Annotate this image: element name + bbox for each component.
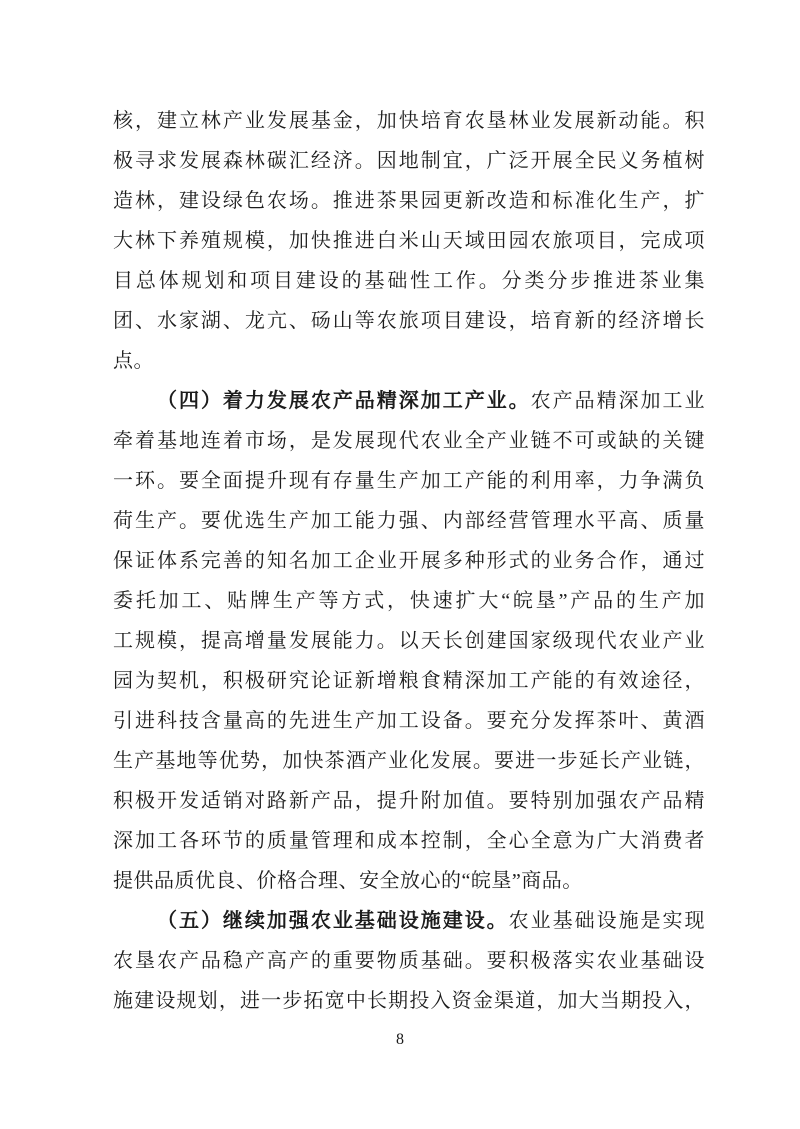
text-line: 施建设规划，进一步拓宽中长期投入资金渠道，加大当期投入，: [113, 990, 705, 1012]
text-line: 生产基地等优势，加快茶酒产业化发展。要进一步延长产业链，: [113, 750, 705, 772]
text-line: 大林下养殖规模，加快推进白米山天域田园农旅项目，完成项: [113, 230, 705, 252]
section-5-heading-rest: 农业基础设施是实现: [508, 910, 705, 932]
page-number: 8: [396, 1031, 404, 1048]
text-line: 目总体规划和项目建设的基础性工作。分类分步推进茶业集: [113, 270, 705, 292]
text-line: 委托加工、贴牌生产等方式，快速扩大“皖垦”产品的生产加: [113, 590, 705, 612]
text-line: 引进科技含量高的先进生产加工设备。要充分发挥茶叶、黄酒: [113, 710, 705, 732]
paragraph-continuation: [113, 101, 705, 381]
section-5-heading: （五）继续加强农业基础设施建设。: [157, 910, 509, 932]
text-line: 农垦农产品稳产高产的重要物质基础。要积极落实农业基础设: [113, 950, 705, 972]
text-column: [113, 101, 705, 1021]
text-line: 荷生产。要优选生产加工能力强、内部经营管理水平高、质量: [113, 510, 705, 532]
text-line: 深加工各环节的质量管理和成本控制，全心全意为广大消费者: [113, 830, 705, 852]
text-line: 团、水家湖、龙亢、砀山等农旅项目建设，培育新的经济增长: [113, 310, 705, 332]
paragraph-section-5: [113, 901, 705, 1021]
text-line: 保证体系完善的知名加工企业开展多种形式的业务合作，通过: [113, 550, 705, 572]
text-line: [113, 901, 705, 941]
text-line: 极寻求发展森林碳汇经济。因地制宜，广泛开展全民义务植树: [113, 150, 705, 172]
text-line: 园为契机，积极研究论证新增粮食精深加工产能的有效途径，: [113, 670, 705, 692]
text-line: [113, 381, 705, 421]
paragraph-section-4: [113, 381, 705, 901]
text-line: 牵着基地连着市场，是发展现代农业全产业链不可或缺的关键: [113, 430, 705, 452]
text-line: 核，建立林产业发展基金，加快培育农垦林业发展新动能。积: [113, 110, 705, 132]
text-line: 工规模，提高增量发展能力。以天长创建国家级现代农业产业: [113, 630, 705, 652]
text-line: 提供品质优良、价格合理、安全放心的“皖垦”商品。: [113, 870, 583, 892]
text-line: 点。: [113, 350, 154, 372]
section-4-heading: （四）着力发展农产品精深加工产业。: [157, 390, 531, 412]
section-4-heading-rest: 农产品精深加工业: [530, 390, 705, 412]
text-line: 一环。要全面提升现有存量生产加工产能的利用率，力争满负: [113, 470, 705, 492]
text-line: 造林，建设绿色农场。推进茶果园更新改造和标准化生产，扩: [113, 190, 705, 212]
text-line: 积极开发适销对路新产品，提升附加值。要特别加强农产品精: [113, 790, 705, 812]
